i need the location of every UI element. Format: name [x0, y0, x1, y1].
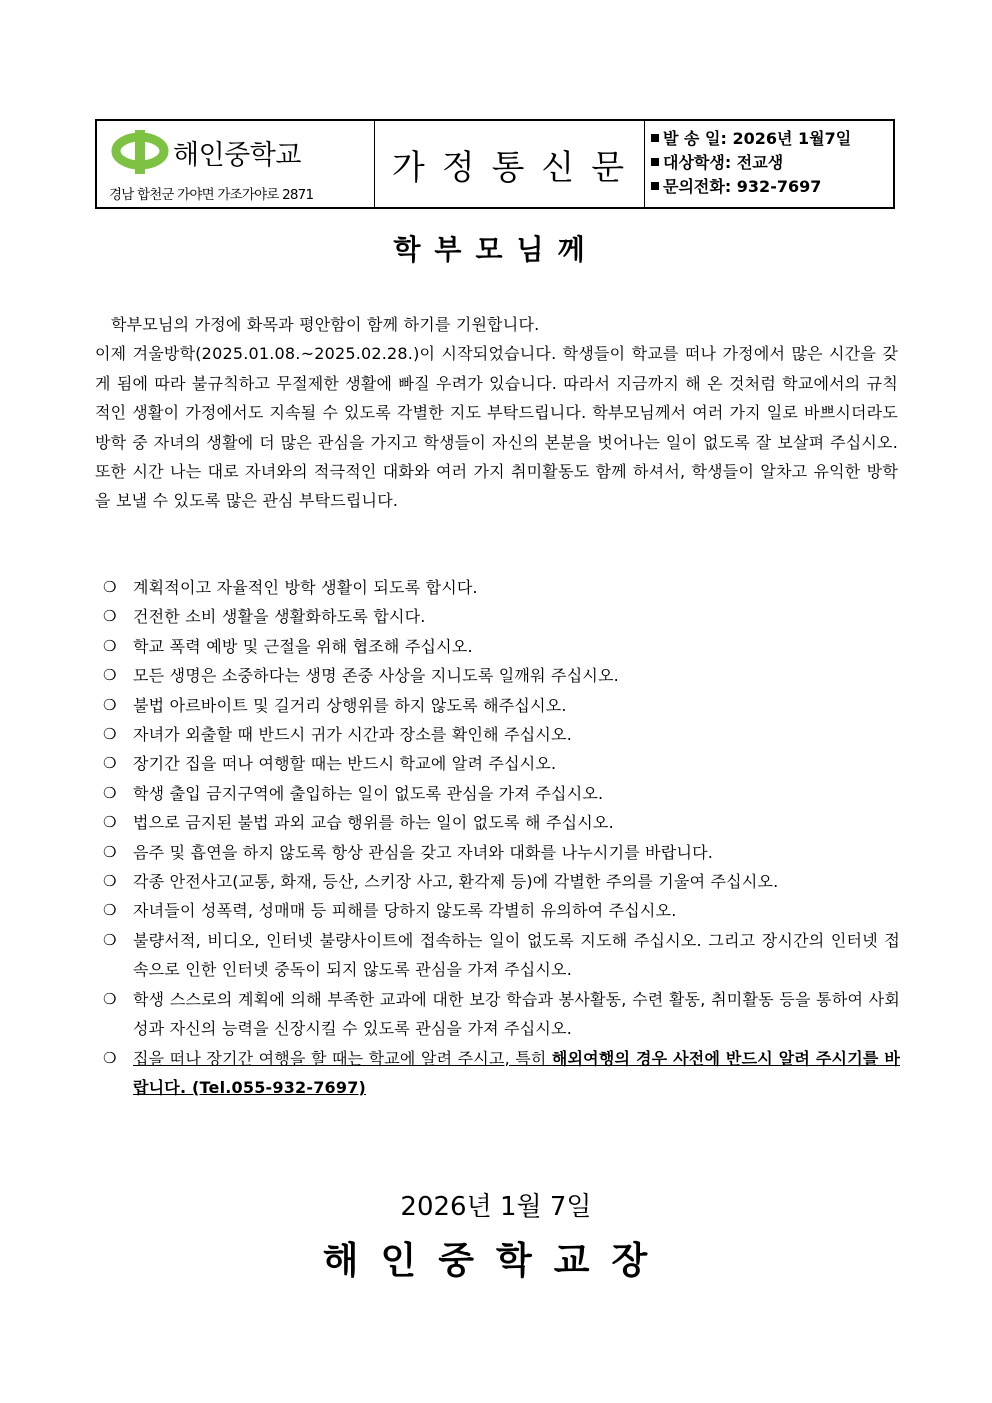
salutation: 학부모님께 — [393, 233, 599, 266]
list-item — [103, 691, 900, 720]
header-table — [95, 119, 895, 209]
list-item-text: 법으로 금지된 불법 과외 교습 행위를 하는 일이 없도록 해 주십시오. — [133, 813, 614, 833]
list-item — [103, 896, 900, 925]
list-item-text: 각종 안전사고(교통, 화재, 등산, 스키장 사고, 환각제 등)에 각별한 주의를 기울여 주십시오. — [133, 872, 779, 892]
list-item-text: 불법 아르바이트 및 길거리 상행위를 하지 않도록 해주십시오. — [133, 695, 567, 715]
list-item — [103, 573, 900, 602]
square-bullet-icon — [651, 134, 659, 142]
list-item-text: 건전한 소비 생활을 생활화하도록 합시다. — [133, 607, 426, 627]
circle-bullet-icon: ❍ — [103, 842, 117, 861]
circle-bullet-icon: ❍ — [103, 578, 117, 596]
info-phone: 문의전화: 932-7697 — [651, 175, 893, 199]
info-cell — [645, 121, 893, 207]
list-item-text: 학생 출입 금지구역에 출입하는 일이 없도록 관심을 가져 주십시오. — [133, 783, 604, 803]
list-item-text: 장기간 집을 떠나 여행할 때는 반드시 학교에 알려 주십시오. — [133, 754, 557, 774]
list-item — [103, 926, 900, 985]
list-item-text: 자녀들이 성폭력, 성매매 등 피해를 당하지 않도록 각별히 유의하여 주십시오. — [133, 901, 677, 921]
circle-bullet-icon: ❍ — [103, 783, 117, 802]
school-emblem-icon — [111, 129, 169, 175]
square-bullet-icon — [651, 158, 659, 166]
doc-title: 가정통신문 — [391, 147, 642, 188]
circle-bullet-icon: ❍ — [103, 754, 117, 773]
main-paragraph: 이제 겨울방학(2025.01.08.~2025.02.28.)이 시작되었습니다. 학생들이 학교를 떠나 가정에서 많은 시간을 갖게 됨에 따라 불규칙하고 무절제한 생활에 빠질 우려가 있습니다. 따라서 지금까지 해 온 것처럼 학교에서의 규칙적인 생활이 가정에서도 지속될 수 있도록 각별한 지도 부탁드립니다. 학부모님께서 여러 가지 일로 바쁘시더라도 방학 중 자녀의 생활에 더 많은 관심을 가지고 학생들이 자신의 본분을 벗어나는 일이 없도록 잘 보살펴 주십시오. 또한 시간 나는 대로 자녀와의 적극적인 대화와 여러 가지 취미활동도 함께 하셔서, 학생들이 알차고 유익한 방학을 보낼 수 있도록 많은 관심 부탁드립니다. — [95, 344, 898, 511]
circle-bullet-icon: ❍ — [103, 695, 117, 714]
circle-bullet-icon: ❍ — [103, 901, 117, 920]
circle-bullet-icon: ❍ — [103, 636, 117, 655]
school-address: 경남 합천군 가야면 가조가야로 2871 — [109, 187, 314, 203]
list-item-important — [103, 1044, 900, 1103]
list-item-text: 모든 생명은 소중하다는 생명 존중 사상을 지니도록 일깨워 주십시오. — [133, 666, 619, 686]
list-item — [103, 749, 900, 778]
info-send-date: 발 송 일: 2026년 1월7일 — [651, 127, 893, 151]
circle-bullet-icon: ❍ — [103, 1048, 117, 1067]
circle-bullet-icon: ❍ — [103, 666, 117, 685]
list-item-text: 불량서적, 비디오, 인터넷 불량사이트에 접속하는 일이 없도록 지도해 주십시오. 그리고 장시간의 인터넷 접속으로 인한 인터넷 중독이 되지 않도록 관심을 가져 주십시오. — [133, 930, 900, 980]
list-item — [103, 838, 900, 867]
list-item — [103, 632, 900, 661]
circle-bullet-icon: ❍ — [103, 725, 117, 744]
info-target: 대상학생: 전교생 — [651, 151, 893, 175]
circle-bullet-icon: ❍ — [103, 989, 117, 1008]
body-text — [95, 310, 898, 516]
important-text: 집을 떠나 장기간 여행을 할 때는 학교에 알려 주시고, 특히 — [133, 1048, 552, 1068]
list-item-text: 음주 및 흡연을 하지 않도록 항상 관심을 갖고 자녀와 대화를 나누시기를 바랍니다. — [133, 842, 714, 862]
square-bullet-icon — [651, 182, 659, 190]
important-bold-text: 해외여행의 경우 사전에 반드시 알려 주시기를 바랍니다. (Tel.055-932-7697) — [133, 1048, 900, 1097]
school-logo — [111, 129, 301, 175]
list-item — [103, 661, 900, 690]
circle-bullet-icon: ❍ — [103, 813, 117, 832]
list-item — [103, 779, 900, 808]
school-name: 해인중학교 — [173, 139, 301, 171]
list-item-text: 학생 스스로의 계획에 의해 부족한 교과에 대한 보강 학습과 봉사활동, 수련 활동, 취미활동 등을 통하여 사회성과 자신의 능력을 신장시킬 수 있도록 관심을 가져 주십시오. — [133, 989, 900, 1039]
list-item — [103, 808, 900, 837]
list-item — [103, 867, 900, 896]
school-cell — [97, 121, 375, 207]
list-item-text: 학교 폭력 예방 및 근절을 위해 협조해 주십시오. — [133, 636, 473, 656]
list-item — [103, 720, 900, 749]
guideline-list — [103, 573, 900, 1102]
title-cell — [375, 121, 645, 207]
list-item-text: 계획적이고 자율적인 방학 생활이 되도록 합시다. — [133, 578, 478, 597]
circle-bullet-icon: ❍ — [103, 607, 117, 626]
issue-date: 2026년 1월 7일 — [400, 1192, 592, 1222]
greeting: 학부모님의 가정에 화목과 평안함이 함께 하기를 기원합니다. — [111, 315, 540, 334]
circle-bullet-icon: ❍ — [103, 930, 117, 949]
list-item-text: 자녀가 외출할 때 반드시 귀가 시간과 장소를 확인해 주십시오. — [133, 725, 572, 745]
list-item — [103, 602, 900, 631]
circle-bullet-icon: ❍ — [103, 872, 117, 891]
principal-signature: 해인중학교장 — [322, 1239, 670, 1282]
list-item — [103, 985, 900, 1044]
